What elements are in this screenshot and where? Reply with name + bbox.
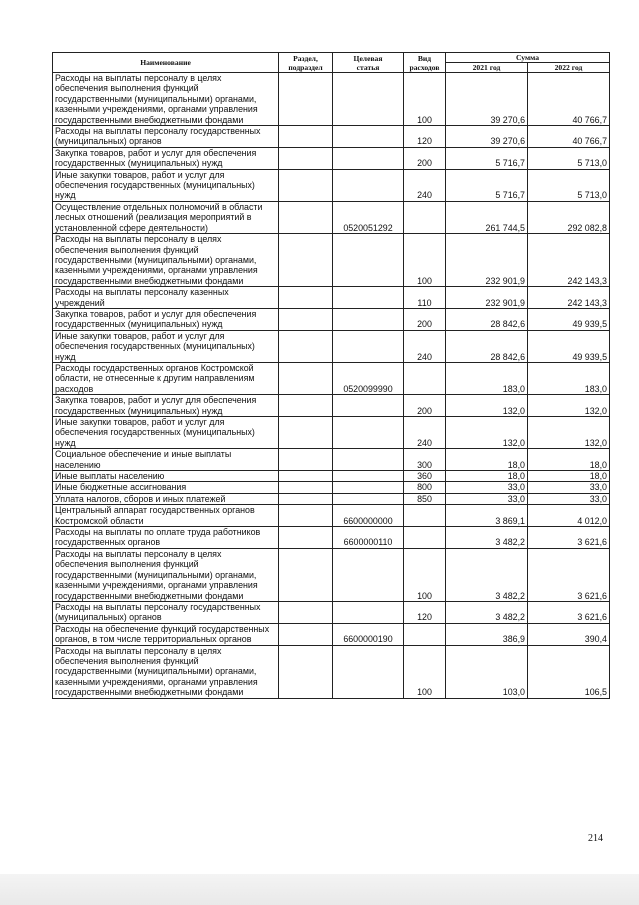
row-sum-2021: 132,0 xyxy=(446,395,528,417)
row-sum-2022: 3 621,6 xyxy=(528,601,610,623)
row-name: Социальное обеспечение и иные выплаты населению xyxy=(53,449,279,471)
row-section xyxy=(279,527,333,549)
row-target xyxy=(333,395,404,417)
header-target: Целевая статья xyxy=(333,53,404,73)
table-row xyxy=(53,234,610,287)
header-name: Наименование xyxy=(53,53,279,73)
table-body xyxy=(53,73,610,699)
row-name: Расходы на выплаты персоналу в целях обеспечения выполнения функций государственными (муниципальными) органами, казенными учреждениями, органами управления государственными внебюджетными фондами xyxy=(53,645,279,698)
header-year-2021: 2021 год xyxy=(446,63,528,73)
row-section xyxy=(279,471,333,482)
row-target: 6600000190 xyxy=(333,623,404,645)
row-target xyxy=(333,548,404,601)
row-sum-2022: 106,5 xyxy=(528,645,610,698)
row-target xyxy=(333,493,404,504)
row-kind: 100 xyxy=(404,73,446,126)
row-name: Центральный аппарат государственных органов Костромской области xyxy=(53,505,279,527)
table-row xyxy=(53,169,610,201)
row-kind: 100 xyxy=(404,234,446,287)
row-kind: 200 xyxy=(404,395,446,417)
row-sum-2021: 103,0 xyxy=(446,645,528,698)
row-target: 6600000110 xyxy=(333,527,404,549)
budget-table xyxy=(52,52,610,699)
row-section xyxy=(279,482,333,493)
row-sum-2021: 3 482,2 xyxy=(446,601,528,623)
table-header xyxy=(53,53,610,73)
header-kind: Вид расходов xyxy=(404,53,446,73)
row-kind: 110 xyxy=(404,287,446,309)
row-name: Иные выплаты населению xyxy=(53,471,279,482)
row-section xyxy=(279,126,333,148)
page-number: 214 xyxy=(588,833,603,844)
row-target xyxy=(333,287,404,309)
row-kind xyxy=(404,505,446,527)
row-target: 6600000000 xyxy=(333,505,404,527)
row-kind: 200 xyxy=(404,147,446,169)
row-section xyxy=(279,623,333,645)
row-sum-2021: 18,0 xyxy=(446,471,528,482)
row-name: Расходы на выплаты персоналу казенных учреждений xyxy=(53,287,279,309)
row-kind: 100 xyxy=(404,548,446,601)
table-row xyxy=(53,548,610,601)
scan-edge xyxy=(0,874,639,905)
row-name: Иные бюджетные ассигнования xyxy=(53,482,279,493)
row-sum-2021: 261 744,5 xyxy=(446,201,528,233)
row-sum-2021: 33,0 xyxy=(446,482,528,493)
row-sum-2022: 3 621,6 xyxy=(528,548,610,601)
table-row xyxy=(53,601,610,623)
row-sum-2021: 232 901,9 xyxy=(446,234,528,287)
row-sum-2021: 386,9 xyxy=(446,623,528,645)
table-row xyxy=(53,493,610,504)
row-sum-2021: 33,0 xyxy=(446,493,528,504)
row-sum-2022: 183,0 xyxy=(528,362,610,394)
row-sum-2022: 4 012,0 xyxy=(528,505,610,527)
row-sum-2022: 18,0 xyxy=(528,471,610,482)
table-row xyxy=(53,126,610,148)
row-name: Закупка товаров, работ и услуг для обеспечения государственных (муниципальных) нужд xyxy=(53,308,279,330)
row-sum-2021: 3 869,1 xyxy=(446,505,528,527)
row-section xyxy=(279,201,333,233)
table-row xyxy=(53,645,610,698)
row-section xyxy=(279,601,333,623)
row-target xyxy=(333,73,404,126)
row-sum-2021: 18,0 xyxy=(446,449,528,471)
row-sum-2022: 390,4 xyxy=(528,623,610,645)
row-kind: 120 xyxy=(404,601,446,623)
row-sum-2022: 5 713,0 xyxy=(528,147,610,169)
row-target xyxy=(333,147,404,169)
row-sum-2022: 33,0 xyxy=(528,482,610,493)
row-kind: 200 xyxy=(404,308,446,330)
table-row xyxy=(53,147,610,169)
row-name: Расходы на выплаты персоналу в целях обеспечения выполнения функций государственными (муниципальными) органами, казенными учреждениями, органами управления государственными внебюджетными фондами xyxy=(53,234,279,287)
table-row xyxy=(53,417,610,449)
row-name: Расходы на выплаты персоналу в целях обеспечения выполнения функций государственными (муниципальными) органами, казенными учреждениями, органами управления государственными внебюджетными фондами xyxy=(53,548,279,601)
table-row xyxy=(53,527,610,549)
table-row xyxy=(53,201,610,233)
row-target xyxy=(333,330,404,362)
row-name: Иные закупки товаров, работ и услуг для обеспечения государственных (муниципальных) нужд xyxy=(53,417,279,449)
row-sum-2022: 132,0 xyxy=(528,395,610,417)
row-sum-2021: 132,0 xyxy=(446,417,528,449)
row-name: Уплата налогов, сборов и иных платежей xyxy=(53,493,279,504)
row-sum-2021: 28 842,6 xyxy=(446,308,528,330)
row-target: 0520099990 xyxy=(333,362,404,394)
row-sum-2021: 5 716,7 xyxy=(446,147,528,169)
row-target xyxy=(333,417,404,449)
row-kind xyxy=(404,527,446,549)
table-row xyxy=(53,362,610,394)
table-row xyxy=(53,287,610,309)
table-row xyxy=(53,330,610,362)
row-kind xyxy=(404,201,446,233)
row-target: 0520051292 xyxy=(333,201,404,233)
row-name: Расходы на выплаты по оплате труда работников государственных органов xyxy=(53,527,279,549)
row-name: Закупка товаров, работ и услуг для обеспечения государственных (муниципальных) нужд xyxy=(53,147,279,169)
row-name: Иные закупки товаров, работ и услуг для обеспечения государственных (муниципальных) нужд xyxy=(53,330,279,362)
row-name: Закупка товаров, работ и услуг для обеспечения государственных (муниципальных) нужд xyxy=(53,395,279,417)
row-sum-2022: 49 939,5 xyxy=(528,330,610,362)
row-name: Осуществление отдельных полномочий в области лесных отношений (реализация мероприятий в установленной сфере деятельности) xyxy=(53,201,279,233)
header-year-2022: 2022 год xyxy=(528,63,610,73)
row-section xyxy=(279,395,333,417)
row-section xyxy=(279,493,333,504)
row-kind: 300 xyxy=(404,449,446,471)
row-name: Расходы на обеспечение функций государственных органов, в том числе территориальных органов xyxy=(53,623,279,645)
row-sum-2022: 3 621,6 xyxy=(528,527,610,549)
row-sum-2022: 242 143,3 xyxy=(528,287,610,309)
row-name: Расходы государственных органов Костромской области, не отнесенные к другим направлениям расходов xyxy=(53,362,279,394)
row-section xyxy=(279,449,333,471)
row-sum-2022: 132,0 xyxy=(528,417,610,449)
table-row xyxy=(53,449,610,471)
row-section xyxy=(279,505,333,527)
row-name: Расходы на выплаты персоналу государственных (муниципальных) органов xyxy=(53,601,279,623)
row-sum-2022: 5 713,0 xyxy=(528,169,610,201)
row-kind: 240 xyxy=(404,417,446,449)
row-kind: 120 xyxy=(404,126,446,148)
row-sum-2022: 242 143,3 xyxy=(528,234,610,287)
row-section xyxy=(279,548,333,601)
row-target xyxy=(333,449,404,471)
row-section xyxy=(279,147,333,169)
row-kind: 100 xyxy=(404,645,446,698)
row-section xyxy=(279,417,333,449)
row-kind xyxy=(404,362,446,394)
row-section xyxy=(279,287,333,309)
row-target xyxy=(333,126,404,148)
row-kind xyxy=(404,623,446,645)
row-sum-2022: 18,0 xyxy=(528,449,610,471)
row-target xyxy=(333,234,404,287)
row-sum-2022: 49 939,5 xyxy=(528,308,610,330)
row-sum-2022: 40 766,7 xyxy=(528,73,610,126)
row-name: Иные закупки товаров, работ и услуг для обеспечения государственных (муниципальных) нужд xyxy=(53,169,279,201)
table-row xyxy=(53,308,610,330)
row-section xyxy=(279,362,333,394)
row-target xyxy=(333,645,404,698)
row-target xyxy=(333,601,404,623)
table-row xyxy=(53,395,610,417)
row-name: Расходы на выплаты персоналу в целях обеспечения выполнения функций государственными (муниципальными) органами, казенными учреждениями, органами управления государственными внебюджетными фондами xyxy=(53,73,279,126)
row-name: Расходы на выплаты персоналу государственных (муниципальных) органов xyxy=(53,126,279,148)
row-sum-2021: 39 270,6 xyxy=(446,126,528,148)
table-row xyxy=(53,73,610,126)
row-sum-2021: 232 901,9 xyxy=(446,287,528,309)
row-sum-2022: 33,0 xyxy=(528,493,610,504)
table-row xyxy=(53,623,610,645)
row-sum-2021: 183,0 xyxy=(446,362,528,394)
header-sum: Сумма xyxy=(446,53,610,63)
row-section xyxy=(279,330,333,362)
row-kind: 800 xyxy=(404,482,446,493)
row-section xyxy=(279,308,333,330)
header-section: Раздел, подраздел xyxy=(279,53,333,73)
row-sum-2021: 3 482,2 xyxy=(446,548,528,601)
row-target xyxy=(333,471,404,482)
row-section xyxy=(279,234,333,287)
row-sum-2021: 39 270,6 xyxy=(446,73,528,126)
row-target xyxy=(333,308,404,330)
row-section xyxy=(279,73,333,126)
table-row xyxy=(53,505,610,527)
row-target xyxy=(333,169,404,201)
row-kind: 240 xyxy=(404,169,446,201)
row-target xyxy=(333,482,404,493)
row-sum-2022: 292 082,8 xyxy=(528,201,610,233)
row-sum-2022: 40 766,7 xyxy=(528,126,610,148)
row-section xyxy=(279,169,333,201)
row-kind: 360 xyxy=(404,471,446,482)
row-section xyxy=(279,645,333,698)
table-row xyxy=(53,471,610,482)
row-kind: 850 xyxy=(404,493,446,504)
row-sum-2021: 28 842,6 xyxy=(446,330,528,362)
row-sum-2021: 3 482,2 xyxy=(446,527,528,549)
table-row xyxy=(53,482,610,493)
row-sum-2021: 5 716,7 xyxy=(446,169,528,201)
row-kind: 240 xyxy=(404,330,446,362)
